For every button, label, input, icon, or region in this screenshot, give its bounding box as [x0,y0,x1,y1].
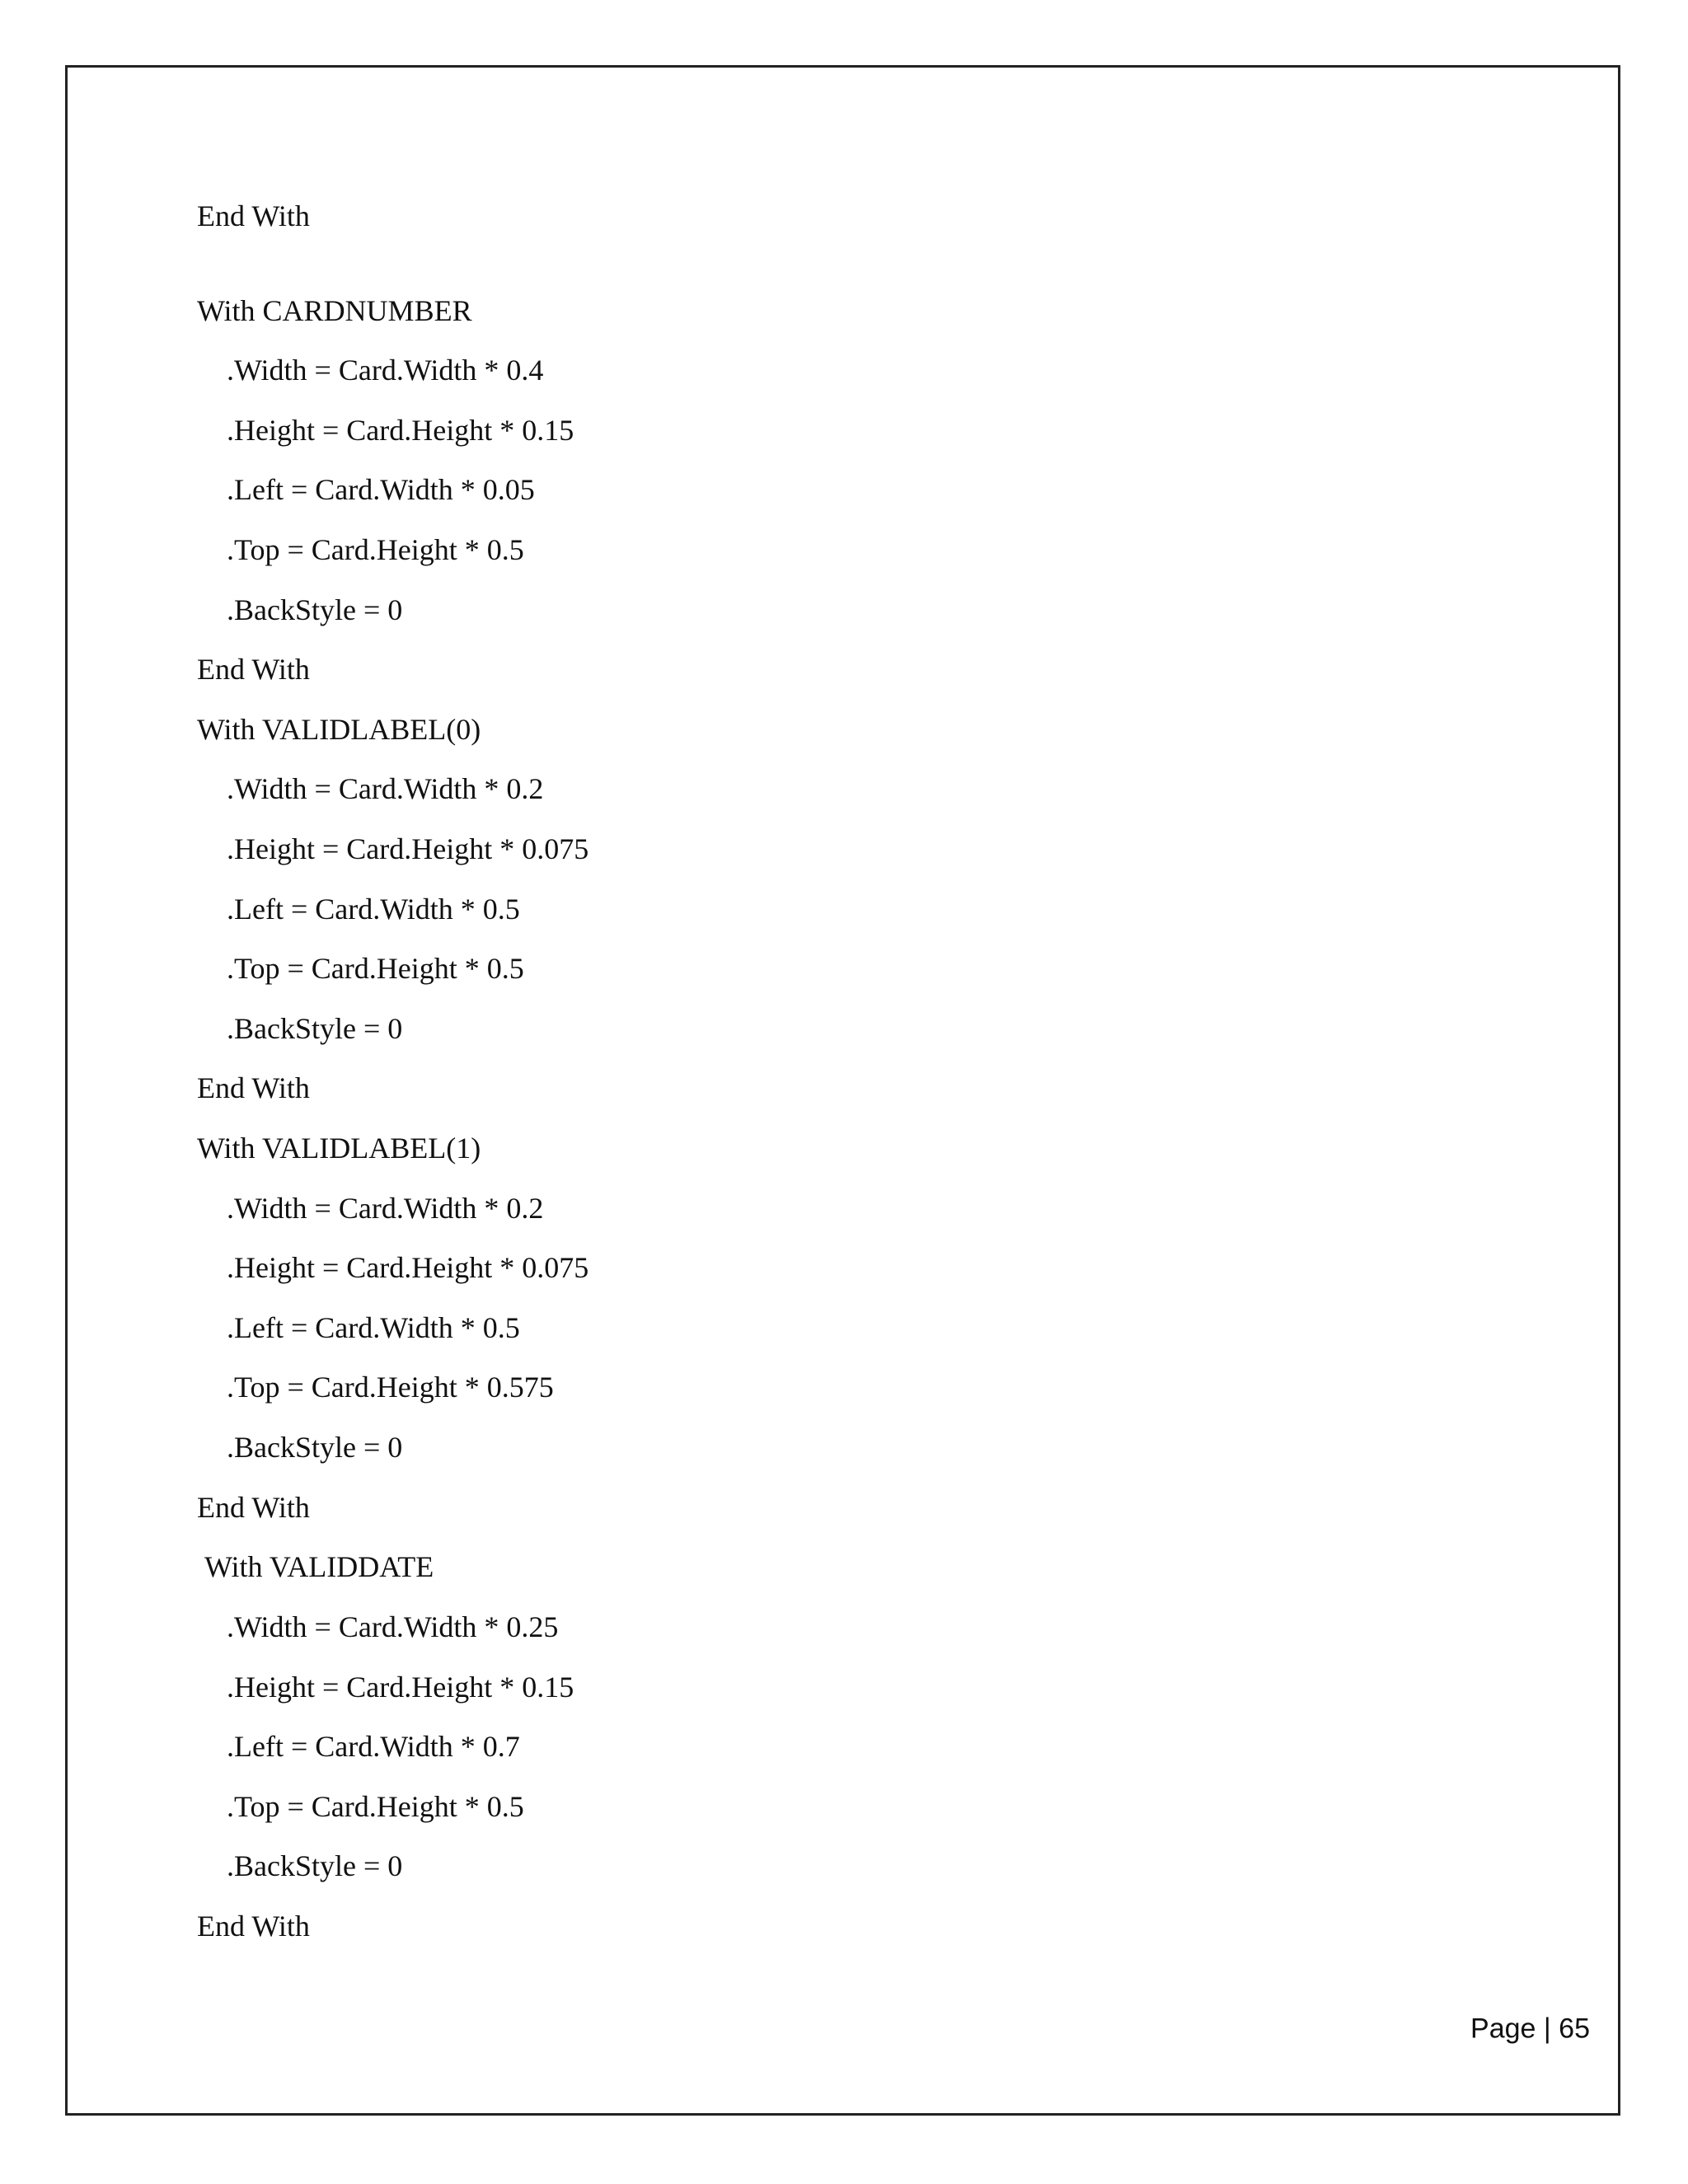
code-line: .BackStyle = 0 [227,1431,403,1464]
code-line: With VALIDLABEL(0) [197,713,481,746]
code-line: With VALIDLABEL(1) [197,1132,481,1165]
code-line: End With [197,1910,310,1943]
code-line: .Height = Card.Height * 0.15 [227,414,574,447]
code-line: .Left = Card.Width * 0.7 [227,1730,520,1763]
code-line: With VALIDDATE [204,1550,434,1583]
code-line: .Left = Card.Width * 0.05 [227,473,535,506]
code-line: .Top = Card.Height * 0.5 [227,952,524,985]
code-line: .Height = Card.Height * 0.075 [227,1251,589,1284]
code-line: .BackStyle = 0 [227,1849,403,1882]
code-line: .Top = Card.Height * 0.575 [227,1371,554,1404]
code-line: .BackStyle = 0 [227,593,403,626]
code-line: .Width = Card.Width * 0.2 [227,772,544,805]
code-line: .BackStyle = 0 [227,1012,403,1045]
code-line: .Height = Card.Height * 0.15 [227,1671,574,1704]
code-line: .Top = Card.Height * 0.5 [227,533,524,566]
page-number: Page | 65 [1470,2013,1590,2045]
code-line: .Width = Card.Width * 0.25 [227,1610,559,1643]
code-line: .Height = Card.Height * 0.075 [227,832,589,865]
code-line: .Left = Card.Width * 0.5 [227,1311,520,1344]
code-line: End With [197,1071,310,1104]
code-line: End With [197,653,310,686]
code-line: .Left = Card.Width * 0.5 [227,893,520,926]
code-line: .Width = Card.Width * 0.4 [227,354,544,387]
code-line: End With [197,199,310,232]
code-line: .Width = Card.Width * 0.2 [227,1192,544,1225]
code-line: With CARDNUMBER [197,294,472,327]
code-line: .Top = Card.Height * 0.5 [227,1790,524,1823]
code-line: End With [197,1491,310,1524]
